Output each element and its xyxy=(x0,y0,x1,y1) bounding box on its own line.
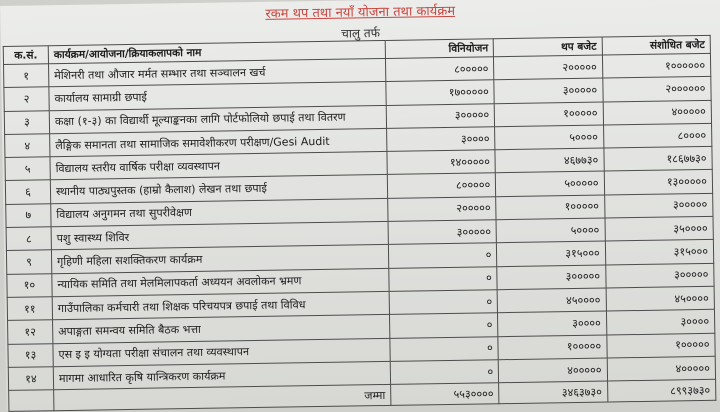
row-allocation: ८००००० xyxy=(387,173,496,198)
row-allocation: ० xyxy=(389,290,498,315)
row-serial-number: १० xyxy=(7,273,52,297)
row-allocation: ० xyxy=(388,243,497,268)
total-allocation: ५५३०००० xyxy=(391,383,500,406)
row-serial-number: १२ xyxy=(8,320,53,344)
row-serial-number: १३ xyxy=(8,343,53,367)
row-allocation: ० xyxy=(389,313,498,338)
row-added-budget: ५०००० xyxy=(495,125,604,150)
row-added-budget: १००००० xyxy=(496,195,605,220)
row-program-name: मागमा आधारित कृषि यान्त्रिकरण कार्यक्रम xyxy=(53,361,390,390)
row-added-budget: ३००००० xyxy=(494,78,603,103)
header-added-budget: थप बजेट xyxy=(493,37,602,57)
row-program-name: विद्यालय स्तरीय वार्षिक परीक्षा व्यवस्थापन xyxy=(50,152,387,181)
row-revised-budget: ८०००० xyxy=(603,123,712,148)
row-revised-budget: ४५०००० xyxy=(606,286,715,311)
row-allocation: ० xyxy=(390,360,499,385)
row-serial-number: ३ xyxy=(4,110,49,134)
header-revised-budget: संशोधित बजेट xyxy=(602,35,711,55)
row-serial-number: ११ xyxy=(7,297,52,321)
document-subtitle: चालु तर्फ xyxy=(341,26,381,41)
row-serial-number: ४ xyxy=(5,134,50,158)
row-allocation: ० xyxy=(389,266,498,291)
row-revised-budget: १०००००० xyxy=(602,53,711,78)
row-serial-number: ७ xyxy=(6,204,51,228)
row-allocation: ३००००० xyxy=(386,103,495,128)
row-added-budget: ३१५००० xyxy=(497,241,606,266)
table-body xyxy=(4,53,716,390)
row-serial-number: १४ xyxy=(8,367,53,391)
row-revised-budget: ३००००० xyxy=(604,193,713,218)
row-revised-budget: ३१५००० xyxy=(605,240,714,265)
row-added-budget: ३००००० xyxy=(497,265,606,290)
row-allocation: १७००००० xyxy=(386,80,495,105)
row-program-name: स्थानीय पाठ्यपुस्तक (हाम्रो कैलाश) लेखन तथा छपाई xyxy=(50,175,387,204)
row-program-name: पशु स्वास्थ्य शिविर xyxy=(51,222,388,251)
row-added-budget: ४६७७३० xyxy=(495,148,604,173)
row-allocation: २००००० xyxy=(388,197,497,222)
row-revised-budget: ४००००० xyxy=(603,100,712,125)
row-program-name: अपाङ्गता समन्वय समिति बैठक भत्ता xyxy=(53,315,390,344)
row-revised-budget: १३००००० xyxy=(604,170,713,195)
row-revised-budget: १००००० xyxy=(606,333,715,358)
row-serial-number: ८ xyxy=(6,227,51,251)
row-serial-number: १ xyxy=(4,64,49,88)
row-added-budget: ४००००० xyxy=(499,358,608,383)
row-allocation: ८००००० xyxy=(385,57,494,82)
total-label: जम्मा xyxy=(54,385,391,411)
row-revised-budget: १८६७७३० xyxy=(604,147,713,172)
total-added-budget: ३४६३७३० xyxy=(499,381,608,404)
row-program-name: गृहिणी महिला सशक्तिकरण कार्यक्रम xyxy=(51,245,388,274)
row-program-name: लैङ्गिक समानता तथा सामाजिक समावेशीकरण परीक्षण/Gesi Audit xyxy=(50,128,387,157)
total-revised-budget: ८९९३७३० xyxy=(607,379,716,402)
row-allocation: ३०००० xyxy=(387,127,496,152)
header-allocation: विनियोजन xyxy=(385,39,494,59)
row-added-budget: २००००० xyxy=(494,55,603,80)
row-serial-number: २ xyxy=(4,87,49,111)
row-revised-budget: ३०००० xyxy=(606,310,715,335)
row-program-name: एस इ इ योग्यता परीक्षा संचालन तथा व्यवस्थापन xyxy=(53,338,390,367)
row-program-name: न्यायिक समिति तथा मेलमिलापकर्ता अध्ययन अवलोकन भ्रमण xyxy=(52,268,389,297)
row-program-name: गाउँपालिका कर्मचारी तथा शिक्षक परिचयपत्र छपाई तथा विविध xyxy=(52,291,389,320)
row-serial-number: ९ xyxy=(6,250,51,274)
header-serial-number: क.सं. xyxy=(3,46,48,65)
row-program-name: कार्यालय सामाग्री छपाई xyxy=(49,82,386,111)
row-allocation: ० xyxy=(390,336,499,361)
total-serial-cell xyxy=(9,390,54,412)
row-revised-budget: २०००००० xyxy=(602,77,711,102)
row-revised-budget: ३५०००० xyxy=(605,216,714,241)
row-allocation: ३००००० xyxy=(388,220,497,245)
row-program-name: विद्यालय अनुगमन तथा सुपरीवेक्षण xyxy=(51,198,388,227)
row-revised-budget: ३००००० xyxy=(605,263,714,288)
row-added-budget: ५००००० xyxy=(496,172,605,197)
row-added-budget: ५०००० xyxy=(496,218,605,243)
row-program-name: मेशिनरी तथा औजार मर्मत सम्भार तथा सञ्चालन खर्च xyxy=(49,58,386,87)
document-title: रकम थप तथा नयाँ योजना तथा कार्यक्रम xyxy=(265,3,456,22)
row-added-budget: १००००० xyxy=(495,102,604,127)
row-serial-number: ६ xyxy=(5,180,50,204)
budget-table xyxy=(3,35,717,412)
header-program-name: कार्यक्रम/आयोजना/क्रियाकलापको नाम xyxy=(48,40,385,63)
row-program-name: कक्षा (१-३) का विद्यार्थी मूल्याङ्कनका लागि पोर्टफोलियो छपाई तथा वितरण xyxy=(49,105,386,134)
row-revised-budget: ४००००० xyxy=(607,356,716,381)
row-allocation: १४००००० xyxy=(387,150,496,175)
row-added-budget: ४५०००० xyxy=(497,288,606,313)
row-added-budget: ३०००० xyxy=(498,311,607,336)
row-added-budget: १००००० xyxy=(498,335,607,360)
row-serial-number: ५ xyxy=(5,157,50,181)
